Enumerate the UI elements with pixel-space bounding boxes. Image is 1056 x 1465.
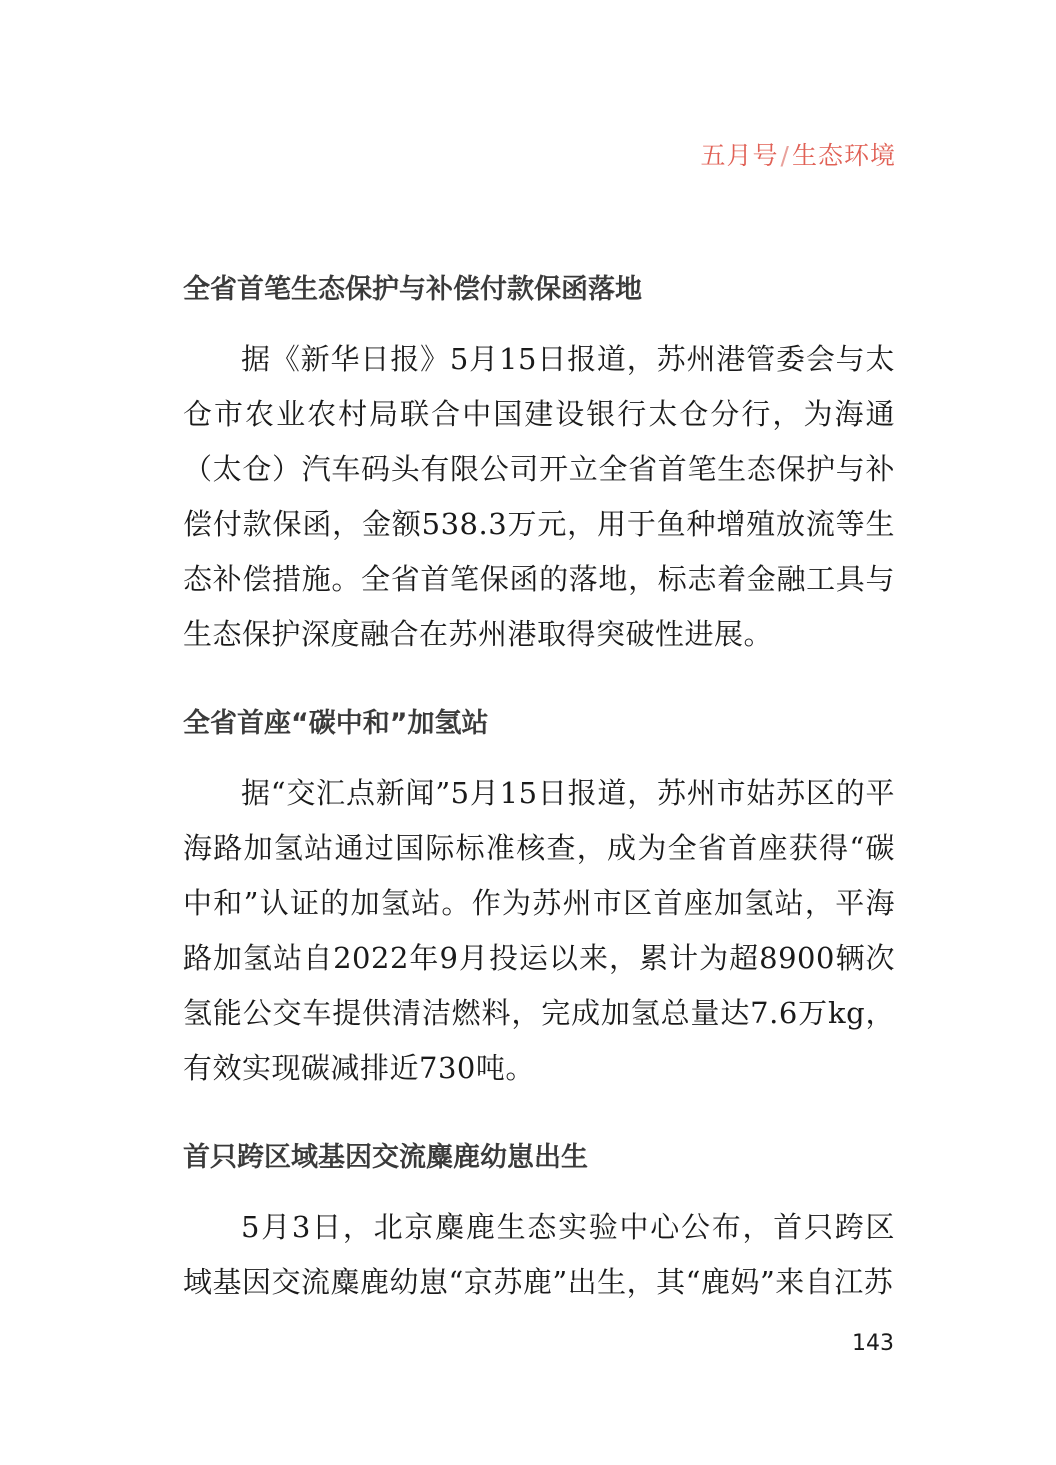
news-heading: 全省首座“碳中和”加氢站 [183,708,489,739]
running-head [701,136,896,172]
news-body: 5月3日，北京麋鹿生态实验中心公布，首只跨区域基因交流麋鹿幼崽“京苏鹿”出生，其“鹿妈”来自江苏 [183,1210,895,1299]
news-item [183,696,895,1096]
news-item [183,262,895,662]
running-head-separator: / [780,141,790,170]
news-heading: 全省首笔生态保护与补偿付款保函落地 [183,274,642,305]
article-content [183,262,895,1344]
running-head-section: 生态环境 [791,141,896,170]
news-body: 据《新华日报》5月15日报道，苏州港管委会与太仓市农业农村局联合中国建设银行太仓分行，为海通（太仓）汽车码头有限公司开立全省首笔生态保护与补偿付款保函，金额538.3万元，用于鱼种增殖放流等生态补偿措施。全省首笔保函的落地，标志着金融工具与生态保护深度融合在苏州港取得突破性进展。 [183,342,895,651]
news-item [183,1130,895,1310]
news-body: 据“交汇点新闻”5月15日报道，苏州市姑苏区的平海路加氢站通过国际标准核查，成为全省首座获得“碳中和”认证的加氢站。作为苏州市区首座加氢站，平海路加氢站自2022年9月投运以来，累计为超8900辆次氢能公交车提供清洁燃料，完成加氢总量达7.6万kg，有效实现碳减排近730吨。 [183,776,895,1085]
news-heading: 首只跨区域基因交流麋鹿幼崽出生 [183,1142,588,1173]
page-number: 143 [852,1331,894,1356]
running-head-issue: 五月号 [700,141,779,170]
